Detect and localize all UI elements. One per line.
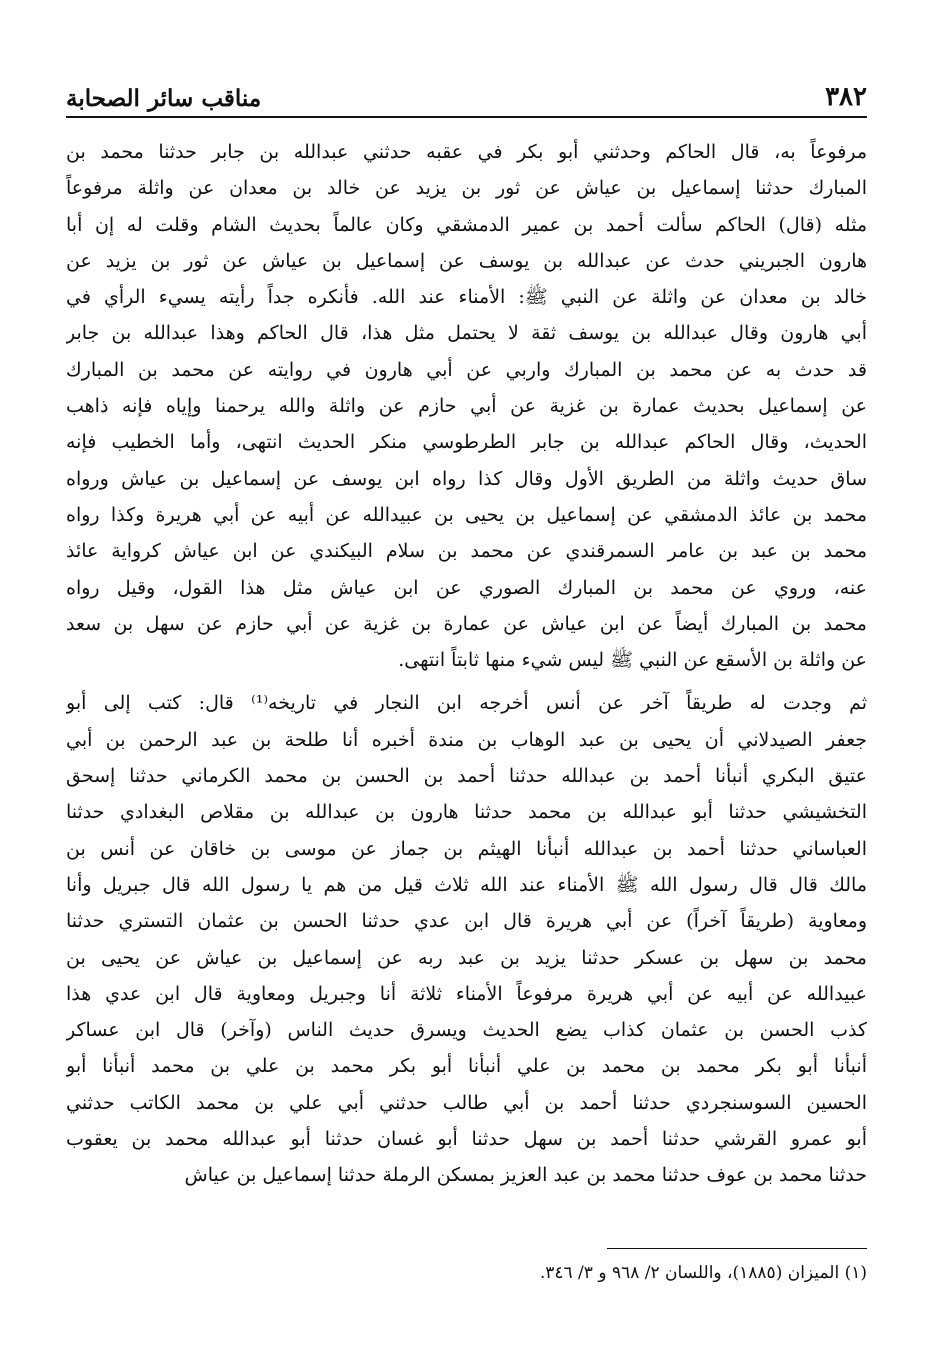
- text-line: المبارك حدثنا إسماعيل بن عياش عن ثور بن يزيد عن خالد بن معدان عن واثلة مرفوعاً: [66, 177, 867, 200]
- text-line: ومعاوية (طريقاً آخراً) عن أبي هريرة قال ابن عدي حدثنا الحسن بن عثمان التستري حدثنا: [66, 910, 867, 933]
- text-line: قد حدث به عن محمد بن المبارك واربي عن أبي هارون في روايته عن محمد بن المبارك: [66, 358, 867, 381]
- page-number: ٣٨٢: [825, 82, 867, 112]
- text-line: عنه، وروي عن محمد بن المبارك الصوري عن ابن عياش مثل هذا القول، وقيل رواه: [66, 576, 867, 599]
- text-line: أنبأنا أبو بكر محمد بن محمد بن علي أنبأنا أبو بكر محمد بن علي بن محمد أنبأنا أبو: [66, 1055, 867, 1078]
- text-line: أبي هارون وقال عبدالله بن يوسف ثقة لا يحتمل مثل هذا، قال الحاكم وهذا عبدالله بن جابر: [66, 322, 867, 345]
- text-line: مرفوعاً به، قال الحاكم وحدثني أبو بكر في عقبه حدثني عبدالله بن جابر حدثنا محمد بن: [66, 141, 867, 163]
- page-header: [66, 72, 867, 112]
- text-line: محمد بن عبد بن عامر السمرقندي عن محمد بن سلام البيكندي عن ابن عياش كرواية عائذ: [66, 540, 867, 563]
- text-line: مثله (قال) الحاكم سألت أحمد بن عمير الدمشقي وكان عالماً بحديث الشام وقلت له إن أبا: [66, 213, 867, 236]
- text-line: محمد بن سهل بن عسكر حدثنا يزيد بن عبد ربه عن إسماعيل بن عياش عن يحيى بن: [66, 946, 867, 969]
- text-line: مالك قال قال رسول الله ﷺ الأمناء عند الله ثلاث قيل من هم يا رسول الله قال جبريل وأنا: [66, 873, 867, 896]
- paragraphs: [66, 134, 867, 1194]
- text-line: كذب الحسن بن عثمان كذاب يضع الحديث ويسرق حديث الناس (وآخر) قال ابن عساكر: [66, 1019, 867, 1042]
- text-line: الحديث، وقال الحاكم عبدالله بن جابر الطرطوسي منكر الحديث انتهى، وأما الخطيب فإنه: [66, 431, 867, 454]
- text-line: عن إسماعيل بحديث عمارة بن غزية عن أبي حازم عن واثلة والله يرحمنا وإياه فإنه ذاهب: [66, 395, 867, 418]
- running-title: مناقب سائر الصحابة: [66, 85, 262, 112]
- text-line: حدثنا محمد بن عوف حدثنا محمد بن عبد العزيز بمسكن الرملة حدثنا إسماعيل بن عياش: [184, 1164, 867, 1187]
- text-line: أبو عمرو القرشي حدثنا أحمد بن سهل حدثنا أبو غسان حدثنا أبو عبدالله محمد بن يعقوب: [66, 1128, 867, 1151]
- text-line: خالد بن معدان عن واثلة عن النبي ﷺ: الأمناء عند الله. فأنكره جداً رأيته يسيء الرأي في: [66, 286, 867, 309]
- paragraph: [66, 685, 867, 1193]
- text-line: عتيق البكري أنبأنا أحمد بن عبدالله حدثنا أحمد بن الحسن بن محمد الكرماني حدثنا إسحق: [66, 765, 867, 788]
- text-line: ساق حديث واثلة من الطريق الأول وقال كذا رواه ابن يوسف عن إسماعيل بن عياش ورواه: [66, 467, 867, 490]
- text-line: التخشيشي حدثنا أبو عبدالله بن محمد حدثنا هارون بن عبدالله بن مقلاص البغدادي حدثنا: [66, 801, 867, 824]
- text-line: جعفر الصيدلاني أن يحيى بن عبد الوهاب بن مندة أخبره أنا طلحة بن عبد الرحمن بن أبي: [66, 728, 867, 751]
- main-text: [66, 134, 867, 1194]
- paragraph: [66, 134, 867, 678]
- text-line: ثم وجدت له طريقاً آخر عن أنس أخرجه ابن النجار في تاريخه⁽¹⁾ قال: كتب إلى أبو: [66, 692, 867, 715]
- text-line: عن واثلة بن الأسقع عن النبي ﷺ ليس شيء منها ثابتاً انتهى.: [398, 649, 867, 672]
- text-line: العباساني حدثنا أحمد بن عبدالله أنبأنا الهيثم بن جماز عن موسى بن خاقان عن أنس بن: [66, 837, 867, 860]
- text-line: الحسين السوسنجردي حدثنا أحمد بن أبي طالب حدثني أبي علي بن محمد الكاتب حدثني: [66, 1091, 867, 1114]
- paragraph-gap: [66, 678, 867, 685]
- footnote-divider: [607, 1248, 867, 1249]
- text-line: محمد بن عائذ الدمشقي عن إسماعيل بن يحيى بن عبيدالله عن أبيه عن أبي هريرة وكذا رواه: [66, 503, 867, 526]
- footnote: (١) الميزان (١٨٨٥)، واللسان ٢/ ٩٦٨ و ٣/ ٣٤٦.: [539, 1263, 867, 1283]
- text-line: محمد بن المبارك أيضاً عن ابن عياش عن عمارة بن غزية عن أبي حازم عن سهل بن سعد: [66, 612, 867, 635]
- text-line: هارون الجبريني حدث عن عبدالله بن يوسف عن إسماعيل بن عياش عن ثور بن يزيد عن: [66, 249, 867, 272]
- header-divider: [66, 116, 867, 118]
- text-line: عبيدالله عن أبيه عن أبي هريرة مرفوعاً الأمناء ثلاثة أنا وجبريل ومعاوية قال ابن عدي هذا: [66, 982, 867, 1005]
